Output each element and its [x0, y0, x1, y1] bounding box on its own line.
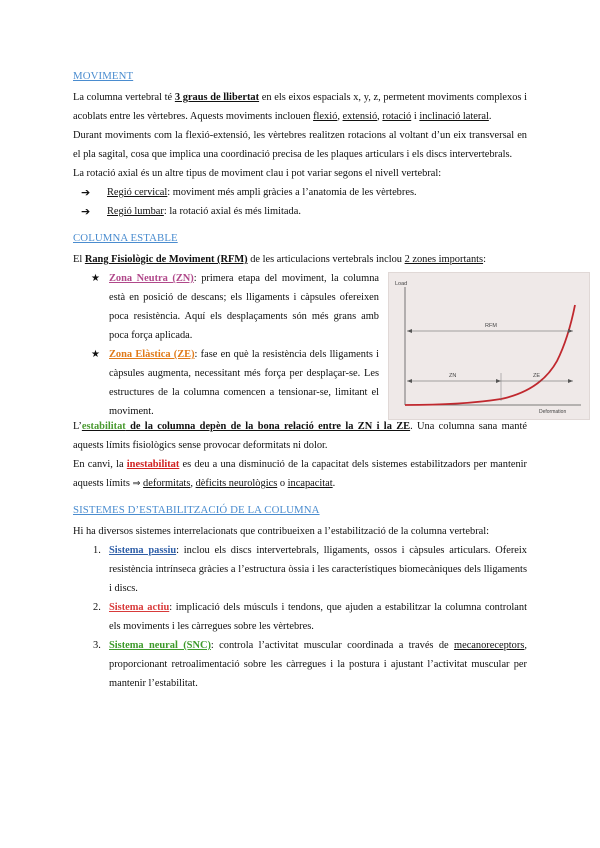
- estabilitat-term: estabilitat: [81, 421, 126, 432]
- list-item-sistema-passiu: 1. Sistema passiu: inclou els discs intervertebrals, lligaments, ossos i càpsules articulars. Ofereix resistència intrínseca gràcies a l’estructura òssia i les característiques biomecàniques dels lligaments i discs.: [93, 545, 527, 594]
- load-deformation-figure: [388, 272, 590, 420]
- load-deformation-graph: [389, 273, 589, 419]
- ze-arrowhead: [568, 379, 573, 383]
- arrow-icon: ➔: [81, 205, 91, 218]
- document-content: [73, 67, 567, 693]
- zn-graph-label: ZN: [449, 373, 457, 379]
- arrow-icon: ➔: [81, 186, 91, 199]
- heading-columna-estable: COLUMNA ESTABLE: [73, 232, 178, 244]
- paragraph-sistemes-intro: Hi ha diversos sistemes interrelacionats que contribueixen a l’estabilització de la columna vertebral:: [73, 526, 490, 537]
- rotation-level-list: [73, 183, 527, 221]
- heading-moviment: MOVIMENT: [73, 70, 134, 82]
- zones-block: [73, 269, 567, 417]
- star-icon: ★: [91, 349, 100, 360]
- mecanoreceptors-term: mecanoreceptors: [454, 640, 525, 651]
- paragraph-estabilitat: L’estabilitat de la columna depèn de la bona relació entre la ZN i la ZE. Una columna sana manté aquests límits fisiològics sense provocar deformitats ni dolor.: [73, 421, 527, 451]
- term-inclinacio-lateral: inclinació lateral: [419, 111, 489, 122]
- zone-list: [91, 269, 379, 421]
- paragraph-graus-llibertat: La columna vertebral té 3 graus de llibertat en els eixos espacials x, y, z, permetent moviments complexos i acoblats entre les vèrtebres. Aquests moviments inclouen flexió, extensió, rotació i inclinació lateral.: [73, 92, 528, 122]
- list-item-cervical: ➔ Regió cervical: moviment més ampli gràcies a l’anatomia de les vèrtebres.: [81, 183, 527, 202]
- systems-list: [73, 541, 527, 693]
- graus-llibertat-term: 3 graus de llibertat: [174, 92, 260, 103]
- list-item-zona-elastica: ★ Zona Elàstica (ZE): fase en què la resistència dels lligaments i càpsules augmenta, necessitant més força per desplaçar-se. Les estructures de la columna comencen a tensionar-se, limitant el moviment.: [91, 345, 379, 421]
- rfm-term: Rang Fisiològic de Moviment (RFM): [84, 254, 248, 265]
- inestabilitat-term: inestabilitat: [126, 459, 180, 470]
- zones-term: 2 zones importants: [404, 254, 484, 265]
- list-item-zona-neutra: ★ Zona Neutra (ZN): primera etapa del moviment, la columna està en posició de descans; els lligaments i càpsules ofereixen poca resistència. Aquí els desplaçaments són més grans amb poca força aplicada.: [91, 269, 379, 345]
- implies-icon: ⇒: [132, 478, 141, 489]
- star-icon: ★: [91, 273, 100, 284]
- y-axis-label: Load: [395, 281, 408, 287]
- term-flexio: flexió: [313, 111, 338, 122]
- list-item-sistema-neural: 3. Sistema neural (SNC): controla l’activitat muscular coordinada a través de mecanoreceptors, proporcionant retroalimentació sobre les càrregues i la postura i ajustant l’activitat muscular per mantenir l’estabilitat.: [93, 640, 527, 689]
- term-extensio: extensió: [342, 111, 378, 122]
- list-item-sistema-actiu: 2. Sistema actiu: implicació dels músculs i tendons, que ajuden a estabilitzar la columna controlant els moviments i les càrregues sobre les vèrtebres.: [93, 602, 527, 632]
- paragraph-inestabilitat: En canvi, la inestabilitat es deu a una disminució de la capacitat dels sistemes estabilitzadors per mantenir aquests límits ⇒ deformitats, dèficits neurològics o incapacitat.: [73, 459, 527, 489]
- rfm-graph-label: RFM: [485, 323, 497, 329]
- ze-graph-label: ZE: [533, 373, 541, 379]
- heading-sistemes-estabilitzacio: SISTEMES D’ESTABILITZACIÓ DE LA COLUMNA: [73, 504, 320, 516]
- list-item-lumbar: ➔ Regió lumbar: la rotació axial és més limitada.: [81, 202, 527, 221]
- paragraph-flexio-extensio: Durant moviments com la flexió-extensió, les vèrtebres realitzen rotacions al voltant d’un eix transversal en el pla sagital, cosa que implica una coordinació precisa de les plaques articulars i els discs intervertebrals.: [73, 130, 527, 160]
- x-axis-label: Deformation: [539, 409, 567, 415]
- load-curve: [405, 305, 575, 405]
- paragraph-rotacio-axial: La rotació axial és un altre tipus de moviment clau i pot variar segons el nivell vertebral:: [73, 168, 442, 179]
- paragraph-rfm: El Rang Fisiològic de Moviment (RFM) de les articulacions vertebrals inclou 2 zones importants:: [73, 254, 486, 265]
- term-rotacio: rotació: [382, 111, 412, 122]
